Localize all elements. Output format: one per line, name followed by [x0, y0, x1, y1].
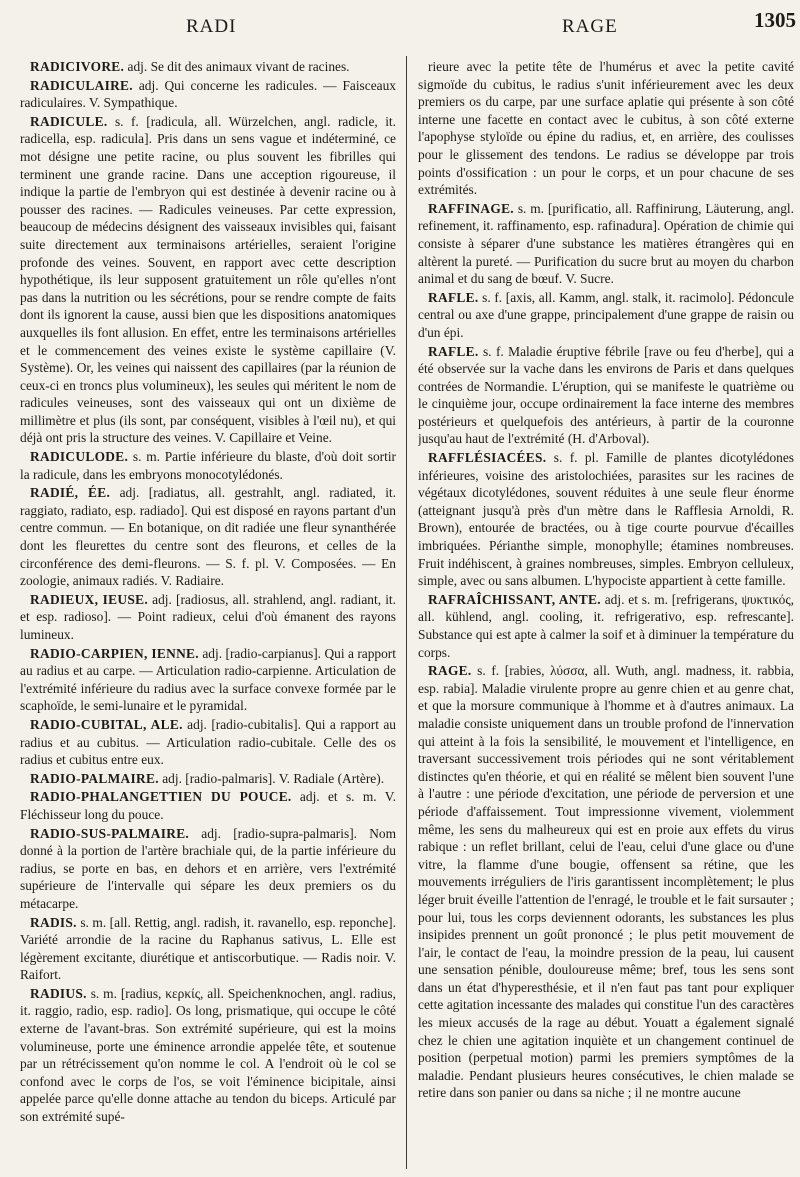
running-head-left: RADI	[186, 16, 237, 37]
entry-headword: RAGE.	[428, 663, 472, 679]
entry-headword: RADIO-SUS-PALMAIRE.	[30, 825, 190, 841]
entry-headword: RADICIVORE.	[30, 59, 125, 74]
dictionary-entry	[418, 343, 794, 449]
left-column	[20, 58, 396, 1173]
entry-headword: RADIO-PHALANGETTIEN DU POUCE.	[30, 789, 292, 805]
dictionary-entry	[20, 770, 396, 788]
entry-headword: RADIO-PALMAIRE.	[30, 770, 159, 786]
dictionary-entry	[418, 289, 794, 342]
dictionary-entry	[418, 662, 794, 1102]
entry-text: s. m. [all. Rettig, angl. radish, it. ravanello, esp. reponche]. Variété arrondie de la racine du Raphanus sativus, L. Elle est légèrement excitante, diurétique et antiscorbutique. — Radis noir. V. Raifort.	[20, 914, 396, 983]
dictionary-entry	[20, 914, 396, 984]
dictionary-entry	[20, 58, 396, 76]
entry-text: adj. [radio-carpianus]. Qui a rapport au radius et au carpe. — Articulation radio-carpienne. Articulation de l'extrémité inférieure du radius avec la surface convexe formée par le scaphoïde, le semi-lunaire et le pyramidal.	[20, 645, 396, 714]
entry-headword: RADIEUX, IEUSE.	[30, 591, 149, 607]
entry-headword: RAFLE.	[428, 343, 479, 359]
dictionary-entry	[418, 200, 794, 288]
dictionary-entry	[418, 591, 794, 661]
dictionary-entry	[20, 788, 396, 823]
dictionary-entry	[20, 591, 396, 644]
entry-text: rieure avec la petite tête de l'humérus et avec la petite cavité sigmoïde du cubitus, le radius s'unit inférieurement avec les deux premiers os du carpe, par une surface aplatie qui présente à son côté interne une facette en contact avec le cubitus, à son côté externe l'apophyse styloïde ou épine du radius, et, en arrière, des coulisses pour le glissement des tendons. Le radius se développe par trois points d'ossification : un pour le corps, et un pour chacune de ses extrémités.	[418, 59, 794, 198]
entry-headword: RADIÉ, ÉE.	[30, 485, 111, 501]
dictionary-entry	[20, 113, 396, 447]
running-head-right: RAGE	[562, 16, 618, 37]
dictionary-entry	[20, 645, 396, 715]
right-column	[418, 58, 794, 1173]
entry-headword: RADIUS.	[30, 985, 87, 1001]
page-number: 1305	[754, 8, 796, 32]
dictionary-entry	[20, 716, 396, 769]
entry-headword: RADICULAIRE.	[30, 77, 133, 93]
entry-text: s. f. [rabies, λύσσα, all. Wuth, angl. madness, it. rabbia, esp. rabia]. Maladie virulente propre au genre chien et au genre chat, et que la morsure communique à l'homme et à d'autres animaux. La maladie consiste uniquement dans un trouble profond de l'innervation qui atteint à la fois la sensibilité, le mouvement et l'intelligence, en traversant successivement trois périodes qui ne sont véritablement distinctes qu'en théorie, et qui en réalité se mêlent bien souvent l'une à l'autre : une période d'excitation, une période de perversion et une période d'affaissement. Tout impressionne vivement, violemment même, les sens du malheureux qui est en proie aux effets du virus rabique : un reflet brillant, celui de l'eau, celui d'une glace ou d'une vitre, la flamme d'une bougie, offensent sa rétine, que les mouvements irréguliers de l'iris garantissent incomplètement; le plus léger bruit éveille l'attention de l'enragé, le trouble et le fait sursauter ; pour lui, tous les corps deviennent odorants, les substances les plus insipides prennent un goût prononcé ; le plus petit mouvement de l'air, le contact de l'eau, la moindre pression de la peau, lui causent une sensation pénible, douloureuse même; bref, tous les sens sont dans un état d'hyperesthésie, et il n'en faut pas tant pour expliquer cette agitation incessante des malades qui constitue l'un des caractères les mieux accusés de la rage au début. Youatt a également signalé chez le chien une agitation inquiète et un changement continuel de position (perpetual motion) parmi les premiers symptômes de la maladie. Pendant plusieurs heures consécutives, le chien malade se retire dans son panier ou dans sa niche ; il ne montre aucune	[418, 663, 794, 1101]
dictionary-entry	[20, 985, 396, 1126]
dictionary-entry	[20, 484, 396, 590]
entry-headword: RAFRAÎCHISSANT, ANTE.	[428, 591, 601, 607]
dictionary-entry	[20, 825, 396, 913]
entry-text: adj. [radio-palmaris]. V. Radiale (Artère).	[158, 770, 385, 786]
entry-headword: RAFFLÉSIACÉES.	[428, 450, 547, 466]
entry-headword: RAFFINAGE.	[428, 200, 514, 216]
entry-text: adj. et s. m. [refrigerans, ψυκτικός, all. kühlend, angl. cooling, it. refrigerativo, esp. refrescante]. Substance qui est apte à calmer la soif et à diminuer la température du corps.	[418, 591, 794, 660]
dictionary-entry	[20, 448, 396, 483]
entry-headword: RADIO-CARPIEN, IENNE.	[30, 645, 199, 661]
entry-text: s. f. [axis, all. Kamm, angl. stalk, it. racimolo]. Pédoncule central ou axe d'une grappe, principalement d'une grappe de raisin ou d'un épi.	[418, 289, 794, 340]
column-divider	[406, 56, 407, 1169]
entry-text: s. f. Maladie éruptive fébrile [rave ou feu d'herbe], qui a été observée sur la vache dans les environs de Paris et dans quelques contrées de Normandie. L'éruption, qui se manifeste le quatrième ou le cinquième jour, occupe ordinairement la face interne des membres postérieurs et quelquefois des antérieurs, à partir de la couronne jusqu'au haut de l'extrémité (H. d'Arboval).	[418, 343, 794, 447]
entry-text: adj. et s. m. V. Fléchisseur long du pouce.	[20, 789, 396, 822]
entry-text: adj. Qui concerne les radicules. — Faisceaux radiculaires. V. Sympathique.	[20, 77, 396, 111]
dictionary-entry	[20, 77, 396, 112]
entry-text: adj. [radiatus, all. gestrahlt, angl. radiated, it. raggiato, radiato, esp. radiado]. Qui est disposé en rayons partant d'un centre commun. — En botanique, on dit radiée une fleur synanthérée dont les fleurettes du centre sont des fleurons, et celles de la circonférence des demi-fleurons. — S. f. pl. V. Composées. — En zoologie, animaux radiés. V. Radiaire.	[20, 485, 396, 589]
entry-headword: RADIS.	[30, 914, 77, 930]
dictionary-entry	[418, 449, 794, 590]
entry-text: s. m. [purificatio, all. Raffinirung, Läuterung, angl. refinement, it. raffinamento, esp. rafinadura]. Opération de chimie qui consiste à séparer d'une substance les matières étrangères qui en altèrent la pureté. — Purification du sucre brut au moyen du charbon animal et du sang de bœuf. V. Sucre.	[418, 200, 794, 287]
entry-headword: RADIO-CUBITAL, ALE.	[30, 716, 183, 732]
entry-text: adj. [radio-supra-palmaris]. Nom donné à la portion de l'artère brachiale qui, de la partie inférieure du radius, se porte en bas, en dehors et en arrière, vers l'extrémité supérieure de l'intervalle qui sépare les deux premiers os du métacarpe.	[20, 825, 396, 911]
entry-headword: RAFLE.	[428, 289, 479, 305]
entry-headword: RADICULE.	[30, 113, 108, 129]
entry-text: s. f. [radicula, all. Würzelchen, angl. radicle, it. radicella, esp. radicula]. Pris dans un sens vague et indéterminé, ce mot désigne une petite racine, ou plus souvent les fibrilles qui terminent une grande racine. Dans une acception rigoureuse, il indique la partie de l'embryon qui est destinée à devenir racine ou à pousser des racines. — Radicules veineuses. Par cette expression, beaucoup de médecins désignent des vaisseaux invisibles qui, faisant suite directement aux terminaisons artérielles, seraient l'origine profonde des veines. Souvent, en rapport avec cette description hypothétique, ils leur supposent gratuitement un rôle qu'elles n'ont pas dans la nutrition ou les sécrétions, pour se rendre compte de faits dont ils ignorent la cause, aussi bien que les dispositions anatomiques auxquelles ils font allusion. En effet, entre les terminaisons artérielles et le commencement des veines existe le système capillaire (V. Système). Or, les veines qui naissent des capillaires (par la réunion de ceux-ci en troncs plus volumineux), les seules qui méritent le nom de radicules veineuses, sont des vaisseaux qui ont un dixième de millimètre et plus (ils sont, par conséquent, visibles à l'œil nu), et qui déjà ont pris la structure des veines. V. Capillaire et Veine.	[20, 113, 396, 446]
entry-text: adj. Se dit des animaux vivant de racines.	[124, 59, 350, 74]
entry-text: s. m. [radius, κερκίς, all. Speichenknochen, angl. radius, it. raggio, radio, esp. radio]. Os long, prismatique, qui occupe le côté externe de l'avant-bras. Son extrémité supérieure, qui est la moins volumineuse, porte une éminence arrondie appelée tête, et soutenue par un rétrécissement qu'on nomme le col. A l'endroit où le col se confond avec le corps de l'os, se voit l'éminence bicipitale, ainsi appelée parce qu'elle donne attache au tendon du biceps. Articulé par son extrémité supé-	[20, 985, 396, 1125]
entry-text: adj. [radiosus, all. strahlend, angl. radiant, it. et esp. radioso]. — Point radieux, celui d'où émanent des rayons lumineux.	[20, 591, 396, 642]
dictionary-entry	[418, 58, 794, 199]
entry-headword: RADICULODE.	[30, 449, 129, 465]
entry-text: adj. [radio-cubitalis]. Qui a rapport au radius et au cubitus. — Articulation radio-cubitale. Celle des os radius et cubitus entre eux.	[20, 716, 396, 768]
entry-text: s. f. pl. Famille de plantes dicotylédones inférieures, voisine des aristolochiées, parasites sur les racines de végétaux dicotylédones, souvent réduites à une seule fleur énorme (atteignant jusqu'à près d'un mètre dans le Rafflesia Arnoldi, R. Brown), entourée de bractées, ou à tige courte pourvue d'écailles imbriquées. Périanthe simple, monophylle; étamines nombreuses. Fruit indéhiscent, à graines nombreuses, simples. Embryon celluleux, simple, avec ou sans albumen. L'hypociste appartient à cette famille.	[418, 450, 794, 589]
entry-text: s. m. Partie inférieure du blaste, d'où doit sortir la radicule, dans les embryons monocotylédonés.	[20, 449, 396, 482]
